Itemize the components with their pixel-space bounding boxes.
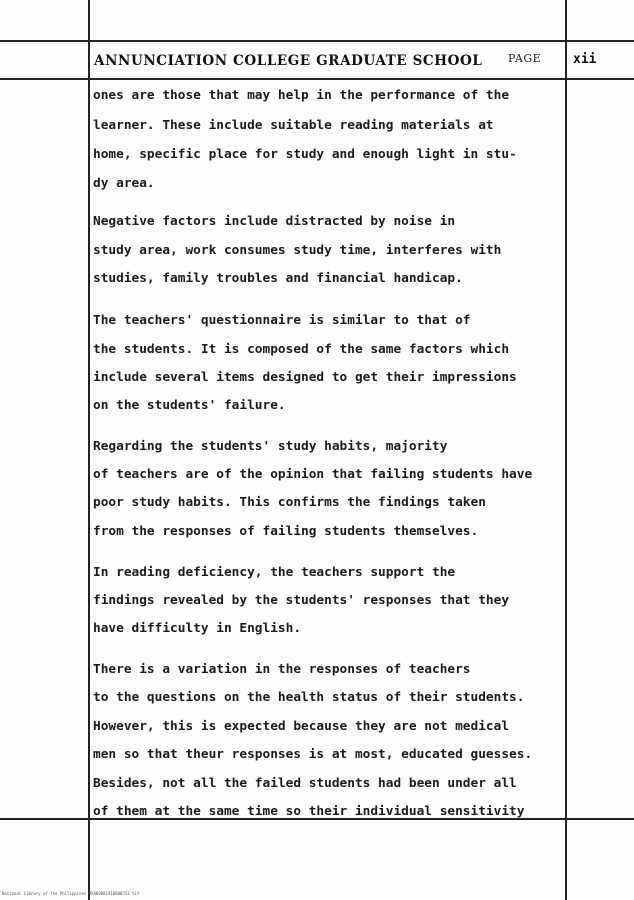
text-line: have difficulty in English. xyxy=(93,621,302,636)
text-line: study area, work consumes study time, interferes with xyxy=(93,243,502,258)
text-line: Besides, not all the failed students had been under all xyxy=(93,776,517,791)
text-line: poor study habits. This confirms the findings taken xyxy=(93,495,486,510)
text-line: Negative factors include distracted by noise in xyxy=(93,214,456,229)
text-line: learner. These include suitable reading materials at xyxy=(93,118,494,133)
text-line: However, this is expected because they are not medical xyxy=(93,719,510,734)
page-label: PAGE xyxy=(508,52,542,65)
text-line: on the students' failure. xyxy=(93,398,286,413)
text-line: studies, family troubles and financial handicap. xyxy=(93,271,463,286)
school-title: ANNUNCIATION COLLEGE GRADUATE SCHOOL xyxy=(94,53,483,69)
text-line: There is a variation in the responses of teachers xyxy=(93,662,471,677)
text-line: of them at the same time so their individual sensitivity xyxy=(93,804,525,819)
text-line: men so that theur responses is at most, educated guesses. xyxy=(93,747,533,762)
text-line: include several items designed to get their impressions xyxy=(93,370,517,385)
header-bottom-rule xyxy=(0,78,634,80)
text-line: home, specific place for study and enough light in stu- xyxy=(93,147,517,162)
archive-footer-note: National Library of the Philippines MSA00081910000553 tif xyxy=(2,891,140,896)
text-line: findings revealed by the students' responses that they xyxy=(93,593,510,608)
text-line: Regarding the students' study habits, majority xyxy=(93,439,448,454)
text-line: to the questions on the health status of their students. xyxy=(93,690,525,705)
text-line: from the responses of failing students themselves. xyxy=(93,524,479,539)
text-line: The teachers' questionnaire is similar to that of xyxy=(93,313,471,328)
text-line: the students. It is composed of the same factors which xyxy=(93,342,510,357)
text-line: dy area. xyxy=(93,176,155,191)
text-line: In reading deficiency, the teachers support the xyxy=(93,565,456,580)
page-number: xii xyxy=(573,52,597,67)
left-margin-rule xyxy=(88,0,90,900)
right-margin-rule xyxy=(565,0,567,900)
text-line: of teachers are of the opinion that failing students have xyxy=(93,467,533,482)
header-top-rule xyxy=(0,40,634,42)
text-line: ones are those that may help in the performance of the xyxy=(93,88,510,103)
